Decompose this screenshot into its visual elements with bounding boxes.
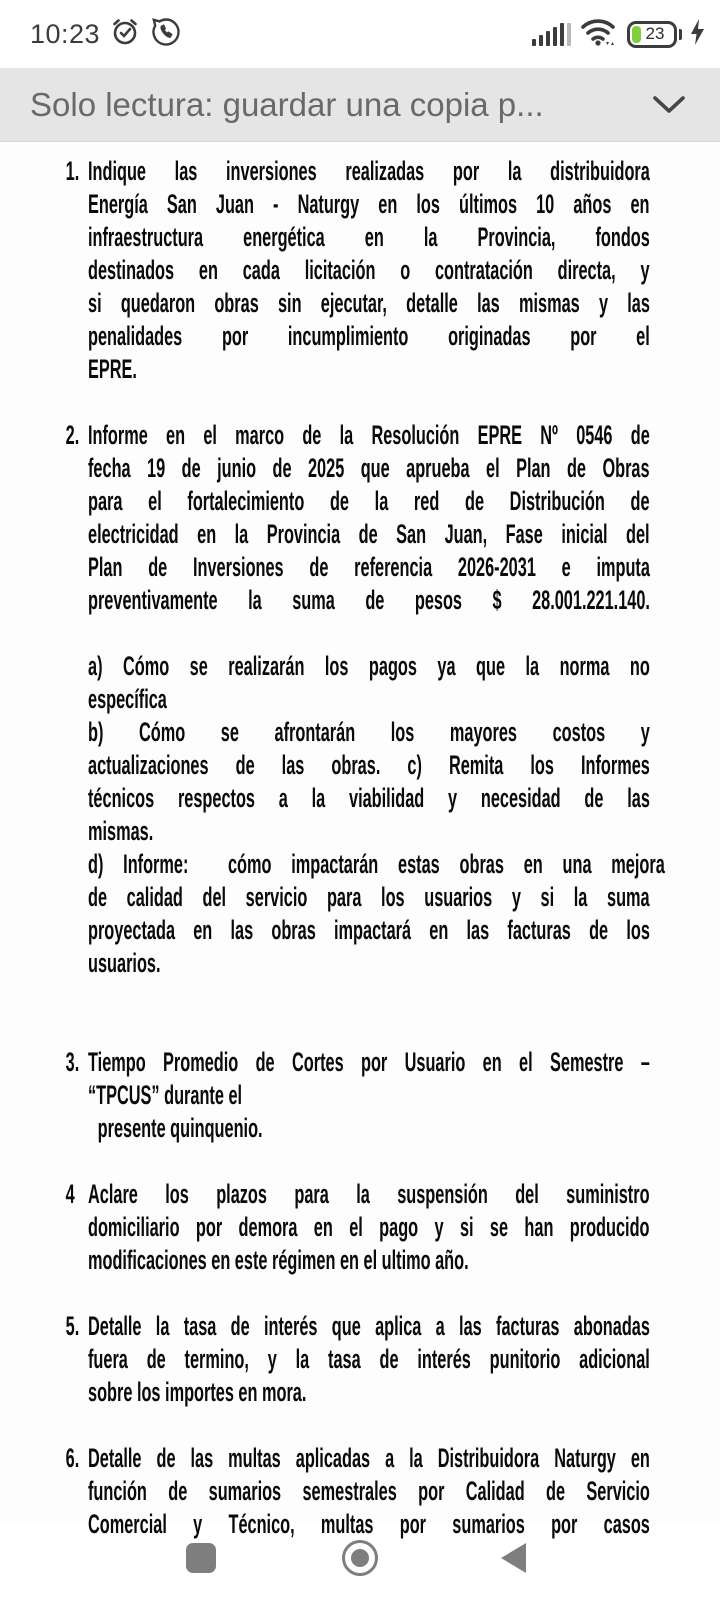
list-item (65, 1310, 650, 1409)
list-marker: 3. (65, 1047, 80, 1077)
readonly-banner-title: Solo lectura: guardar una copia p... (30, 85, 544, 123)
doc-line: Detalle la tasa de interés que aplica a las facturas abonadas (88, 1311, 650, 1341)
list-item (65, 1178, 650, 1277)
battery-icon (627, 21, 677, 48)
whatsapp-icon (150, 16, 182, 53)
doc-line: penalidades por incumplimiento originadas por el (88, 321, 650, 351)
charging-bolt-icon (689, 18, 706, 51)
battery-nub (679, 29, 682, 40)
doc-line: proyectada en las obras impactará en las facturas de los (88, 915, 650, 945)
doc-line: a) Cómo se realizarán los pagos ya que la norma no (88, 651, 650, 681)
doc-line: b) Cómo se afrontarán los mayores costos y (88, 717, 650, 747)
recents-button[interactable] (186, 1543, 216, 1573)
doc-line: actualizaciones de las obras. c) Remita los Informes (88, 750, 650, 780)
doc-line: Informe en el marco de la Resolución EPRE Nº 0546 de (88, 420, 650, 450)
doc-line: domiciliario por demora en el pago y si se han producido (88, 1212, 650, 1242)
doc-line: para el fortalecimiento de la red de Distribución de (88, 486, 650, 516)
doc-line: de calidad del servicio para los usuarios y si la suma (88, 882, 650, 912)
list-marker: 2. (65, 420, 80, 450)
doc-line: mismas. (88, 816, 154, 846)
list-item (65, 1442, 650, 1541)
doc-line: destinados en cada licitación o contratación directa, y (88, 255, 650, 285)
home-dot (351, 1549, 369, 1567)
list-item (65, 155, 650, 386)
doc-line: EPRE. (88, 354, 137, 384)
doc-line: “TPCUS” durante el (88, 1080, 243, 1110)
doc-line: Energía San Juan - Naturgy en los últimos 10 años en (88, 189, 650, 219)
home-button[interactable] (342, 1540, 378, 1576)
alarm-icon (110, 16, 140, 53)
doc-line: d) Informe: cómo impactarán estas obras en una mejora (88, 849, 665, 879)
list-item (65, 419, 650, 617)
doc-line: Plan de Inversiones de referencia 2026-2031 e imputa (88, 552, 650, 582)
status-bar (0, 0, 720, 68)
list-marker: 4 (65, 1179, 75, 1209)
doc-line: fuera de termino, y la tasa de interés punitorio adicional (88, 1344, 650, 1374)
doc-line: sobre los importes en mora. (88, 1377, 307, 1407)
doc-line: presente quinquenio. (97, 1113, 263, 1143)
battery-percent: 23 (645, 24, 665, 43)
list-item (65, 1046, 650, 1145)
doc-line: Aclare los plazos para la suspensión del suministro (88, 1179, 650, 1209)
doc-line: infraestructura energética en la Provincia, fondos (88, 222, 650, 252)
doc-line: Tiempo Promedio de Cortes por Usuario en el Semestre – (88, 1047, 650, 1077)
doc-line: electricidad en la Provincia de San Juan, Fase inicial del (88, 519, 650, 549)
doc-line: función de sumarios semestrales por Calidad de Servicio (88, 1476, 650, 1506)
doc-line: Indique las inversiones realizadas por la distribuidora (88, 156, 650, 186)
doc-line: fecha 19 de junio de 2025 que aprueba el Plan de Obras (88, 453, 650, 483)
list-marker: 5. (65, 1311, 80, 1341)
doc-line: si quedaron obras sin ejecutar, detalle las mismas y las (88, 288, 650, 318)
back-button[interactable] (500, 1542, 527, 1574)
list-marker: 6. (65, 1443, 80, 1473)
readonly-banner[interactable] (0, 68, 720, 142)
doc-line: Detalle de las multas aplicadas a la Distribuidora Naturgy en (88, 1443, 650, 1473)
list-item (88, 650, 665, 980)
doc-line: Comercial y Técnico, multas por sumarios por casos (88, 1509, 650, 1539)
clock-time: 10:23 (30, 18, 101, 49)
document-page[interactable] (0, 142, 720, 1539)
wifi-icon (580, 16, 618, 53)
signal-strength-icon (532, 22, 571, 46)
chevron-down-icon[interactable] (652, 95, 686, 115)
doc-line: preventivamente la suma de pesos $ 28.001.221.140. (88, 585, 650, 615)
doc-line: técnicos respectos a la viabilidad y necesidad de las (88, 783, 650, 813)
doc-line: específica (88, 684, 167, 714)
doc-line: usuarios. (88, 948, 161, 978)
list-marker: 1. (65, 156, 80, 186)
battery-fill (632, 26, 641, 43)
doc-line: modificaciones en este régimen en el ultimo año. (88, 1245, 469, 1275)
